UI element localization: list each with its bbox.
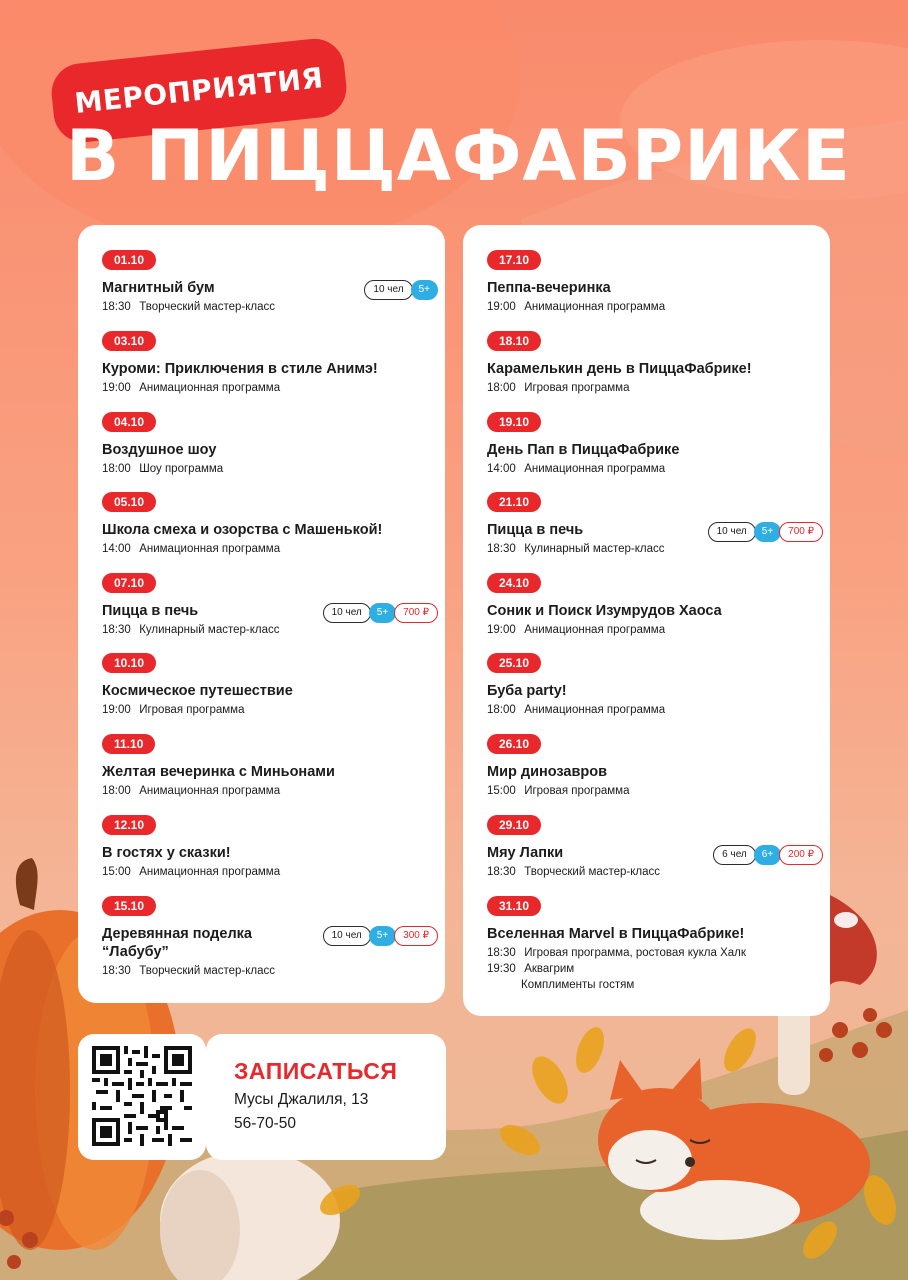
qr-code-card[interactable] <box>78 1034 206 1160</box>
event-title: Магнитный бум <box>102 280 215 296</box>
events-card-left <box>78 225 445 1003</box>
event-title: Воздушное шоу <box>102 442 217 458</box>
people-count-tag: 6 чел <box>713 845 756 865</box>
address-text: Мусы Джалиля, 13 <box>234 1091 369 1108</box>
event-time: 19:00 <box>102 382 131 394</box>
event-time: 18:00 <box>487 382 516 394</box>
event-title: Пицца в печь <box>102 603 199 619</box>
age-tag: 6+ <box>754 845 781 865</box>
event-description: Анимационная программа <box>524 624 666 636</box>
page-title: В ПИЦЦАФАБРИКЕ <box>66 115 851 197</box>
price-tag: 700 ₽ <box>779 522 823 542</box>
signup-title[interactable]: ЗАПИСАТЬСЯ <box>234 1058 398 1084</box>
event-title: Мир динозавров <box>487 764 608 780</box>
age-tag: 5+ <box>754 522 781 542</box>
event-time: 15:00 <box>102 866 131 878</box>
event-date-badge: 01.10 <box>102 250 156 270</box>
age-tag: 5+ <box>369 926 396 946</box>
people-count-tag: 10 чел <box>364 280 412 300</box>
event-title: Вселенная Marvel в ПиццаФабрике! <box>487 926 745 942</box>
event-time: 15:00 <box>487 785 516 797</box>
event-title: Деревянная поделка “Лабубу” <box>102 926 252 960</box>
event-time: 18:30 <box>487 543 516 555</box>
event-item <box>487 895 817 993</box>
event-date-badge: 10.10 <box>102 653 156 673</box>
event-item <box>102 652 432 718</box>
event-description: Кулинарный мастер-класс <box>139 624 280 636</box>
events-card-right <box>463 225 830 1016</box>
event-tags <box>323 926 438 946</box>
people-count-tag: 10 чел <box>323 603 371 623</box>
event-time: 18:00 <box>102 463 131 475</box>
event-item <box>487 411 817 477</box>
event-date-badge: 19.10 <box>487 412 541 432</box>
event-time: 19:00 <box>487 301 516 313</box>
event-time: 19:00 <box>487 624 516 636</box>
people-count-tag: 10 чел <box>708 522 756 542</box>
event-item <box>487 733 817 799</box>
people-count-tag: 10 чел <box>323 926 371 946</box>
event-description: Анимационная программа <box>524 463 666 475</box>
event-description: Анимационная программа <box>524 301 666 313</box>
event-tags <box>364 280 438 300</box>
event-description: Аквагрим <box>524 963 575 975</box>
event-date-badge: 12.10 <box>102 815 156 835</box>
event-description: Творческий мастер-класс <box>524 866 661 878</box>
event-item <box>487 652 817 718</box>
event-date-badge: 03.10 <box>102 331 156 351</box>
event-title: Пеппа-вечеринка <box>487 280 611 296</box>
phone-number[interactable]: 56-70-50 <box>234 1115 297 1132</box>
event-date-badge: 18.10 <box>487 331 541 351</box>
event-item <box>102 249 432 315</box>
event-time: 19:00 <box>102 704 131 716</box>
event-title: День Пап в ПиццаФабрике <box>487 442 680 458</box>
event-description: Игровая программа, ростовая кукла Халк <box>524 947 746 959</box>
event-time: 18:00 <box>102 785 131 797</box>
event-description: Игровая программа <box>524 382 630 394</box>
event-date-badge: 07.10 <box>102 573 156 593</box>
signup-card[interactable] <box>206 1034 446 1160</box>
event-time: 14:00 <box>487 463 516 475</box>
event-date-badge: 04.10 <box>102 412 156 432</box>
event-title: Желтая вечеринка с Миньонами <box>102 764 335 780</box>
event-date-badge: 29.10 <box>487 815 541 835</box>
event-date-badge: 25.10 <box>487 653 541 673</box>
event-description: Комплименты гостям <box>521 979 635 991</box>
event-title: Соник и Поиск Изумрудов Хаоса <box>487 603 722 619</box>
event-title: Космическое путешествие <box>102 683 293 699</box>
event-date-badge: 05.10 <box>102 492 156 512</box>
event-date-badge: 11.10 <box>102 734 155 754</box>
event-description: Анимационная программа <box>139 785 281 797</box>
event-date-badge: 17.10 <box>487 250 541 270</box>
event-item <box>487 491 817 557</box>
event-description: Шоу программа <box>139 463 224 475</box>
event-item <box>102 895 432 979</box>
event-item <box>102 491 432 557</box>
event-description: Анимационная программа <box>524 704 666 716</box>
event-description: Кулинарный мастер-класс <box>524 543 665 555</box>
event-description: Игровая программа <box>524 785 630 797</box>
event-description: Анимационная программа <box>139 382 281 394</box>
event-title: Пицца в печь <box>487 522 584 538</box>
event-title: Мяу Лапки <box>487 845 564 861</box>
event-item <box>102 411 432 477</box>
event-tags <box>713 845 823 865</box>
price-tag: 700 ₽ <box>394 603 438 623</box>
event-time: 18:30 <box>102 301 131 313</box>
event-date-badge: 31.10 <box>487 896 541 916</box>
event-date-badge: 24.10 <box>487 573 541 593</box>
event-description: Творческий мастер-класс <box>139 965 276 977</box>
event-title: Буба party! <box>487 683 567 699</box>
event-time: 18:00 <box>487 704 516 716</box>
event-item <box>102 572 432 638</box>
age-tag: 5+ <box>369 603 396 623</box>
event-time: 19:30 <box>487 963 516 975</box>
event-tags <box>323 603 438 623</box>
event-item <box>102 733 432 799</box>
event-time: 18:30 <box>487 947 516 959</box>
event-item <box>102 330 432 396</box>
event-item <box>487 814 817 880</box>
event-title: Школа смеха и озорства с Машенькой! <box>102 522 383 538</box>
qr-code-icon[interactable] <box>92 1046 192 1146</box>
event-description: Игровая программа <box>139 704 245 716</box>
event-item <box>487 249 817 315</box>
event-date-badge: 21.10 <box>487 492 541 512</box>
price-tag: 300 ₽ <box>394 926 438 946</box>
header-badge-text: МЕРОПРИЯТИЯ <box>73 61 325 120</box>
event-tags <box>708 522 823 542</box>
event-title: В гостях у сказки! <box>102 845 231 861</box>
event-description: Анимационная программа <box>139 543 281 555</box>
price-tag: 200 ₽ <box>779 845 823 865</box>
event-item <box>102 814 432 880</box>
event-description: Творческий мастер-класс <box>139 301 276 313</box>
event-time: 18:30 <box>487 866 516 878</box>
event-date-badge: 26.10 <box>487 734 541 754</box>
event-time: 14:00 <box>102 543 131 555</box>
event-item <box>487 330 817 396</box>
event-description: Анимационная программа <box>139 866 281 878</box>
event-date-badge: 15.10 <box>102 896 156 916</box>
event-title: Куроми: Приключения в стиле Анимэ! <box>102 361 378 377</box>
event-time: 18:30 <box>102 624 131 636</box>
event-item <box>487 572 817 638</box>
event-time: 18:30 <box>102 965 131 977</box>
age-tag: 5+ <box>411 280 438 300</box>
event-title: Карамелькин день в ПиццаФабрике! <box>487 361 752 377</box>
